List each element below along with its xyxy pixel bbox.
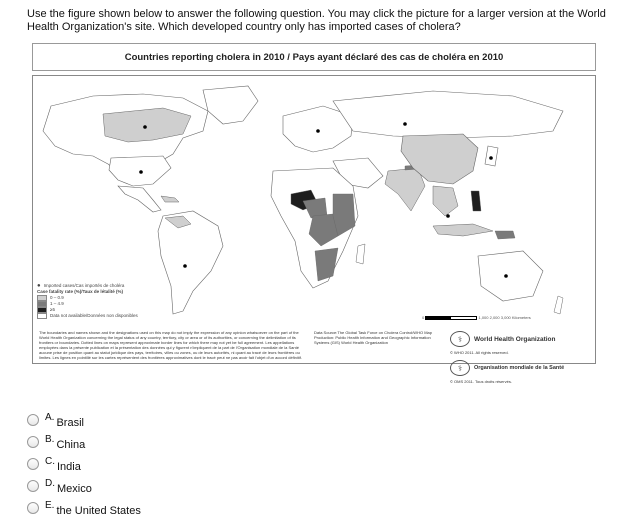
who-logo-en: ⚕ World Health Organization: [450, 331, 590, 347]
madagascar: [356, 244, 365, 264]
scale-bar: [425, 316, 477, 320]
dot-europe: [316, 129, 320, 133]
dot-australia: [504, 274, 508, 278]
southern-africa: [315, 248, 338, 281]
dot-canada: [143, 125, 147, 129]
greenland: [203, 86, 258, 124]
legend-range-3: Data not available/Données non disponibles: [37, 313, 197, 319]
dot-russia: [403, 122, 407, 126]
legend-swatch: [37, 313, 47, 319]
philippines: [471, 191, 481, 211]
dot-south-america: [183, 264, 187, 268]
mexico-central-america: [118, 186, 161, 212]
radio-button[interactable]: [27, 502, 39, 514]
radio-button[interactable]: [27, 458, 39, 470]
option-b[interactable]: B. China: [27, 435, 141, 457]
who-logo-fr: ⚕ Organisation mondiale de la Santé: [450, 360, 590, 376]
map-scale: 0 1,000 2,000 3,000 Kilometers: [422, 315, 531, 320]
map-datasource: Data Source:The Global Task Force on Cholera Control/WHO Map Production: Public Health Information and Geographic Information Systems (GIS) World Health Organization: [314, 330, 432, 345]
who-branding: ⚕ World Health Organization © WHO 2011. All rights reserved. ⚕ Organisation mondiale de la Santé © OMS 2011. Tous droits réservés.: [450, 331, 590, 389]
radio-button[interactable]: [27, 414, 39, 426]
option-c[interactable]: C. India: [27, 457, 141, 479]
who-emblem-icon: ⚕: [450, 360, 470, 376]
answer-options: [27, 413, 141, 523]
indonesia: [433, 224, 493, 236]
option-a[interactable]: A. Brasil: [27, 413, 141, 435]
option-d[interactable]: D. Mexico: [27, 479, 141, 501]
who-emblem-icon: ⚕: [450, 331, 470, 347]
dot-usa: [139, 170, 143, 174]
new-zealand: [554, 296, 563, 314]
legend-cfr-title: Case fatality rate (%)/Taux de létalité (%): [37, 289, 123, 294]
imported-dot-icon: ●: [37, 283, 41, 289]
figure-title-box: [32, 43, 596, 71]
map-disclaimer: The boundaries and names shown and the designations used on this map do not imply the expression of any opinion whatsoever on the part of the World Health Organization concerning the legal status of any country, territory, city or area or of its authorities, or concerning the delimitation of its frontiers or boundaries. Dotted lines on maps represent approximate border lines for which there may not yet be full agreement. Les appellations employées dans la présente publication et la présentation des données qui y figurent n'impliquent de la part de l'Organisation mondiale de la Santé aucune prise de position quant au statut juridique des pays, territoires, villes ou zones, ou de leurs autorités, ni quant au tracé de leurs frontières ou limites. Les lignes en pointillé sur les cartes représentent des frontières approximatives dont le tracé peut ne pas avoir fait l'objet d'un accord définitif.: [39, 330, 302, 360]
russia-asia-north: [333, 91, 563, 138]
southeast-asia: [433, 186, 458, 216]
world-map[interactable]: [32, 75, 596, 364]
figure-title: Countries reporting cholera in 2010 / Pays ayant déclaré des cas de choléra en 2010: [124, 51, 504, 63]
option-e[interactable]: E. the United States: [27, 501, 141, 523]
dot-japan: [489, 156, 493, 160]
india: [385, 168, 425, 211]
question-text: Use the figure shown below to answer the following question. You may click the picture for a larger version at the World Health Organization's site. Which developed country only has imported cases of cholera?: [27, 8, 606, 33]
dot-malaysia: [446, 214, 450, 218]
legend-range-1: 1 – 4.9: [37, 301, 197, 307]
radio-button[interactable]: [27, 436, 39, 448]
australia: [478, 251, 543, 301]
map-legend: [37, 283, 197, 319]
legend-imported-label: Imported cases/Cas importés de choléra: [43, 283, 125, 288]
radio-button[interactable]: [27, 480, 39, 492]
cholera-map-figure[interactable]: [27, 39, 601, 408]
png: [495, 231, 515, 239]
legend-range-2: ≥5: [37, 307, 197, 313]
legend-range-0: 0 – 0.9: [37, 295, 197, 301]
caribbean: [161, 196, 179, 202]
japan: [485, 146, 498, 166]
